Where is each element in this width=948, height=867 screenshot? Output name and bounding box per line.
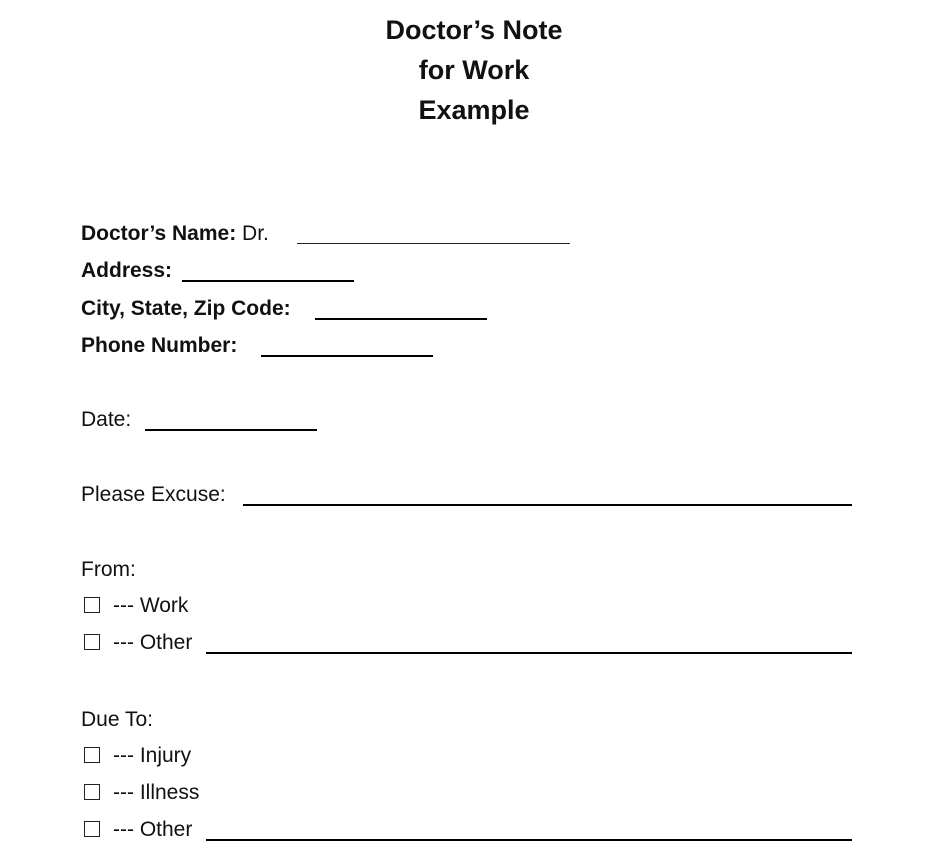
- title-line-1: Doctor’s Note: [385, 15, 563, 45]
- title-line-2: for Work: [418, 55, 530, 85]
- city-state-zip-label: City, State, Zip Code:: [81, 297, 291, 320]
- due-illness-checkbox[interactable]: [84, 784, 100, 800]
- due-injury-label: --- Injury: [113, 744, 192, 767]
- phone-number-field[interactable]: [261, 355, 433, 357]
- address-field[interactable]: [182, 280, 354, 282]
- document-title: [0, 10, 948, 130]
- date-label: Date:: [81, 408, 132, 431]
- please-excuse-field[interactable]: [243, 504, 852, 506]
- due-to-heading: Due To:: [81, 708, 153, 731]
- doctor-name-field[interactable]: [297, 243, 570, 244]
- please-excuse-label: Please Excuse:: [81, 483, 226, 506]
- doctor-name-row: [81, 220, 269, 248]
- from-heading: From:: [81, 558, 136, 581]
- title-line-3: Example: [418, 95, 530, 125]
- from-work-label: --- Work: [113, 594, 189, 617]
- from-work-checkbox[interactable]: [84, 597, 100, 613]
- due-other-label: --- Other: [113, 818, 193, 841]
- from-other-checkbox[interactable]: [84, 634, 100, 650]
- doctor-name-label: Doctor’s Name:: [81, 222, 237, 245]
- due-injury-checkbox[interactable]: [84, 747, 100, 763]
- from-other-field[interactable]: [206, 652, 852, 654]
- due-illness-label: --- Illness: [113, 781, 200, 804]
- doctor-name-prefix: Dr.: [242, 222, 269, 245]
- due-other-checkbox[interactable]: [84, 821, 100, 837]
- city-state-zip-field[interactable]: [315, 318, 487, 320]
- due-other-field[interactable]: [206, 839, 852, 841]
- from-other-label: --- Other: [113, 631, 193, 654]
- address-label: Address:: [81, 259, 173, 282]
- date-field[interactable]: [145, 429, 317, 431]
- phone-number-label: Phone Number:: [81, 334, 238, 357]
